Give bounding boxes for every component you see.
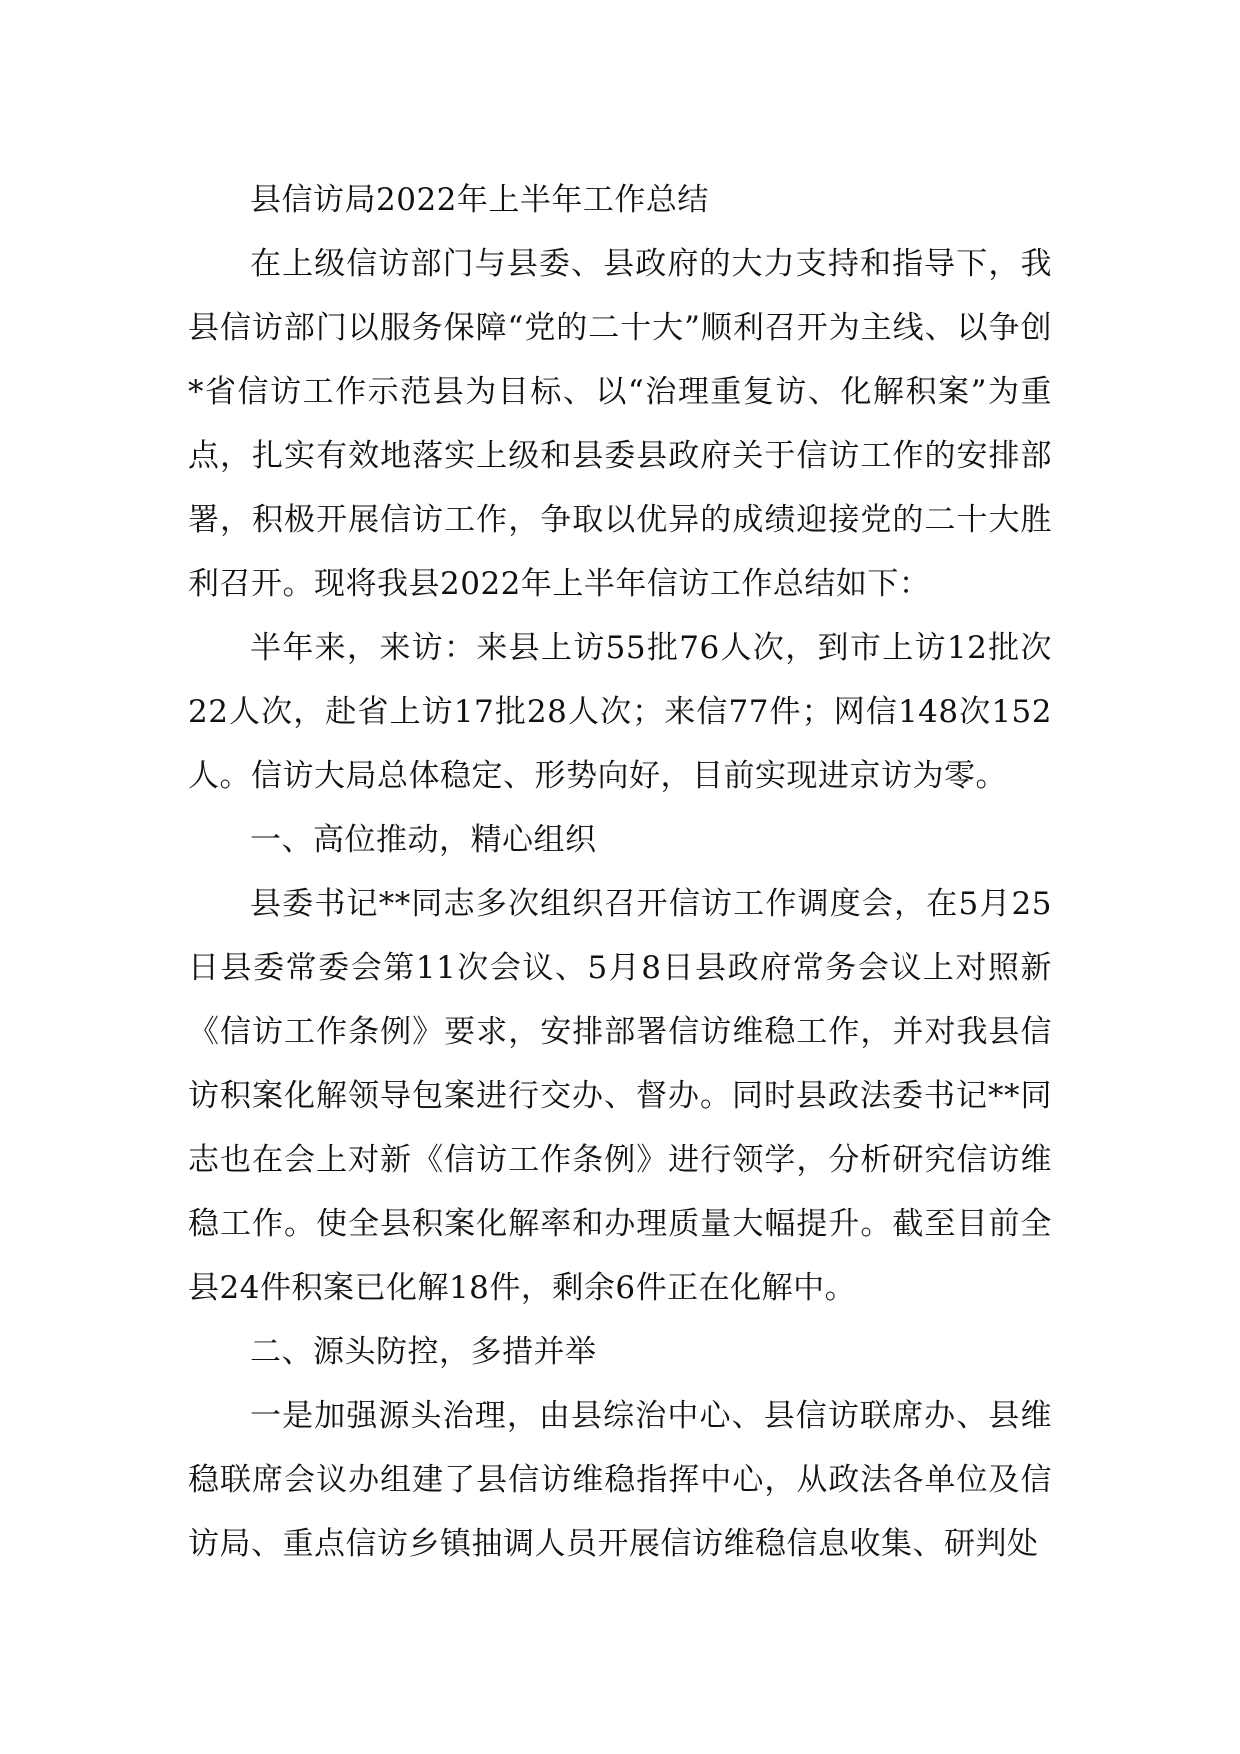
section-1-paragraph: 县委书记**同志多次组织召开信访工作调度会，在5月25日县委常委会第11次会议、5月8日县政府常务会议上对照新《信访工作条例》要求，安排部署信访维稳工作，并对我县信访积案化解领导包案进行交办、督办。同时县政法委书记**同志也在会上对新《信访工作条例》进行领学，分析研究信访维稳工作。使全县积案化解率和办理质量大幅提升。截至目前全县24件积案已化解18件，剩余6件正在化解中。 bbox=[188, 886, 1052, 1306]
document-body bbox=[188, 168, 1052, 1576]
intro-paragraph: 在上级信访部门与县委、县政府的大力支持和指导下，我县信访部门以服务保障“党的二十大”顺利召开为主线、以争创*省信访工作示范县为目标、以“治理重复访、化解积案”为重点，扎实有效地落实上级和县委县政府关于信访工作的安排部署，积极开展信访工作，争取以优异的成绩迎接党的二十大胜利召开。现将我县2022年上半年信访工作总结如下： bbox=[188, 246, 1052, 602]
section-2-heading: 二、源头防控，多措并举 bbox=[250, 1334, 597, 1370]
statistics-paragraph: 半年来，来访：来县上访55批76人次，到市上访12批次22人次，赴省上访17批28人次；来信77件；网信148次152人。信访大局总体稳定、形势向好，目前实现进京访为零。 bbox=[188, 630, 1052, 794]
document-title: 县信访局2022年上半年工作总结 bbox=[250, 182, 709, 218]
section-2-paragraph: 一是加强源头治理，由县综治中心、县信访联席办、县维稳联席会议办组建了县信访维稳指挥中心，从政法各单位及信访局、重点信访乡镇抽调人员开展信访维稳信息收集、研判处 bbox=[188, 1398, 1052, 1562]
section-1-heading: 一、高位推动，精心组织 bbox=[250, 822, 597, 858]
